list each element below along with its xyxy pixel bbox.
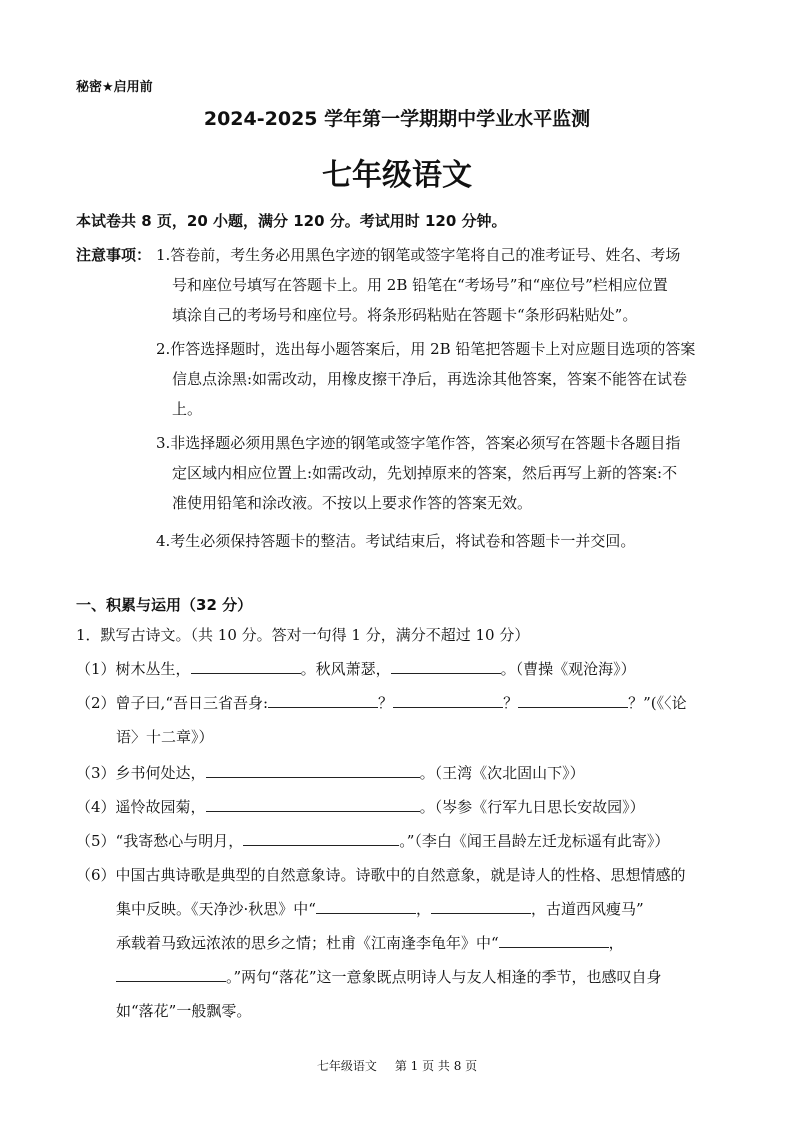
prompt-text: 乡书何处达， xyxy=(115,764,206,782)
answer-blank[interactable] xyxy=(206,797,420,812)
sub-number: （3） xyxy=(76,764,116,782)
prompt-text: 《天净沙·秋思》中“ xyxy=(191,900,316,918)
exam-subtitle: 2024-2025 学年第一学期期中学业水平监测 xyxy=(203,108,591,130)
sub-question-3 xyxy=(76,762,585,783)
prompt-text: “我寄愁心与明月， xyxy=(115,832,244,850)
prompt-text: 集中反映。 xyxy=(116,900,192,918)
prompt-text: ？ xyxy=(503,694,519,712)
sub-question-6-line xyxy=(116,966,662,987)
answer-blank[interactable] xyxy=(206,763,420,778)
prompt-text: 。（曹操《观沧海》） xyxy=(500,660,636,678)
prompt-text: ，古道西风瘦马” xyxy=(530,900,644,918)
notice-line: 填涂自己的考场号和座位号。将条形码粘贴在答题卡“条形码粘贴处”。 xyxy=(172,306,638,324)
prompt-text: 。秋风萧瑟， xyxy=(300,660,391,678)
answer-blank[interactable] xyxy=(316,899,416,914)
notice-line: 1.答卷前，考生务必用黑色字迹的钢笔或签字笔将自己的准考证号、姓名、考场 xyxy=(156,246,681,264)
answer-blank[interactable] xyxy=(393,693,503,708)
prompt-text: ， xyxy=(608,934,624,952)
page-title: 七年级语文 xyxy=(322,158,472,193)
notice-line: 信息点涂黑:如需改动，用橡皮擦干净后，再选涂其他答案，答案不能答在试卷 xyxy=(172,370,688,388)
answer-blank[interactable] xyxy=(268,693,378,708)
sub-number: （6） xyxy=(76,866,116,884)
sub-number: （5） xyxy=(76,832,116,850)
sub-question-5 xyxy=(76,830,669,851)
notice-line: 定区域内相应位置上:如需改动，先划掉原来的答案，然后再写上新的答案:不 xyxy=(172,464,678,482)
prompt-text: 树木丛生， xyxy=(115,660,191,678)
prompt-text: 。”两句“落花”这一意象既点明诗人与友人相逢的季节，也感叹自身 xyxy=(226,968,662,986)
answer-blank[interactable] xyxy=(243,831,399,846)
sub-question-6 xyxy=(76,864,686,885)
question-stem: 1．默写古诗文。（共 10 分。答对一句得 1 分，满分不超过 10 分） xyxy=(76,626,530,644)
answer-blank[interactable] xyxy=(518,693,628,708)
prompt-text: 曾子曰,“吾日三省吾身: xyxy=(115,694,269,712)
sub-question-6-line: 如“落花”一般飘零。 xyxy=(116,1002,252,1020)
sub-question-6-line xyxy=(116,932,624,953)
page-footer xyxy=(0,1057,794,1074)
prompt-text: 中国古典诗歌是典型的自然意象诗。诗歌中的自然意象，就是诗人的性格、思想情感的 xyxy=(115,866,686,884)
notice-label: 注意事项： xyxy=(76,246,152,264)
confidential-mark: 秘密★启用前 xyxy=(76,80,153,95)
answer-blank[interactable] xyxy=(391,659,501,674)
notice-line: 3.非选择题必须用黑色字迹的钢笔或签字笔作答，答案必须写在答题卡各题目指 xyxy=(156,434,681,452)
notice-line: 准使用铅笔和涂改液。不按以上要求作答的答案无效。 xyxy=(172,494,533,512)
sub-number: （2） xyxy=(76,694,116,712)
answer-blank[interactable] xyxy=(116,967,226,982)
notice-line: 4.考生必须保持答题卡的整洁。考试结束后，将试卷和答题卡一并交回。 xyxy=(156,532,636,550)
prompt-text: ， xyxy=(415,900,431,918)
prompt-continuation: 语〉十二章》） xyxy=(116,728,214,746)
answer-blank[interactable] xyxy=(499,933,609,948)
prompt-text: 。（岑参《行军九日思长安故园》） xyxy=(419,798,645,816)
prompt-text: 承载着马致远浓浓的思乡之情；杜甫《江南逢李龟年》中“ xyxy=(116,934,499,952)
prompt-text: ？”(《〈论 xyxy=(628,694,687,712)
sub-number: （1） xyxy=(76,660,116,678)
prompt-text: 遥怜故园菊， xyxy=(115,798,206,816)
footer-subject: 七年级语文 xyxy=(316,1059,377,1073)
prompt-text: 。”（李白《闻王昌龄左迁龙标遥有此寄》） xyxy=(399,832,670,850)
notice-line: 号和座位号填写在答题卡上。用 2B 铅笔在“考场号”和“座位号”栏相应位置 xyxy=(172,276,668,294)
footer-page-number: 第 1 页 共 8 页 xyxy=(394,1059,478,1073)
notice-line: 2.作答选择题时，选出每小题答案后，用 2B 铅笔把答题卡上对应题目选项的答案 xyxy=(156,340,696,358)
section-heading: 一、积累与运用（32 分） xyxy=(76,596,253,614)
prompt-text: 。（王湾《次北固山下》） xyxy=(419,764,585,782)
prompt-text: ？ xyxy=(378,694,394,712)
exam-info: 本试卷共 8 页，20 小题，满分 120 分。考试用时 120 分钟。 xyxy=(76,212,507,230)
notice-line: 上。 xyxy=(172,400,203,418)
sub-number: （4） xyxy=(76,798,116,816)
sub-question-4 xyxy=(76,796,645,817)
sub-question-2 xyxy=(76,692,687,713)
answer-blank[interactable] xyxy=(191,659,301,674)
sub-question-6-line xyxy=(116,898,644,919)
sub-question-1 xyxy=(76,658,636,679)
answer-blank[interactable] xyxy=(431,899,531,914)
